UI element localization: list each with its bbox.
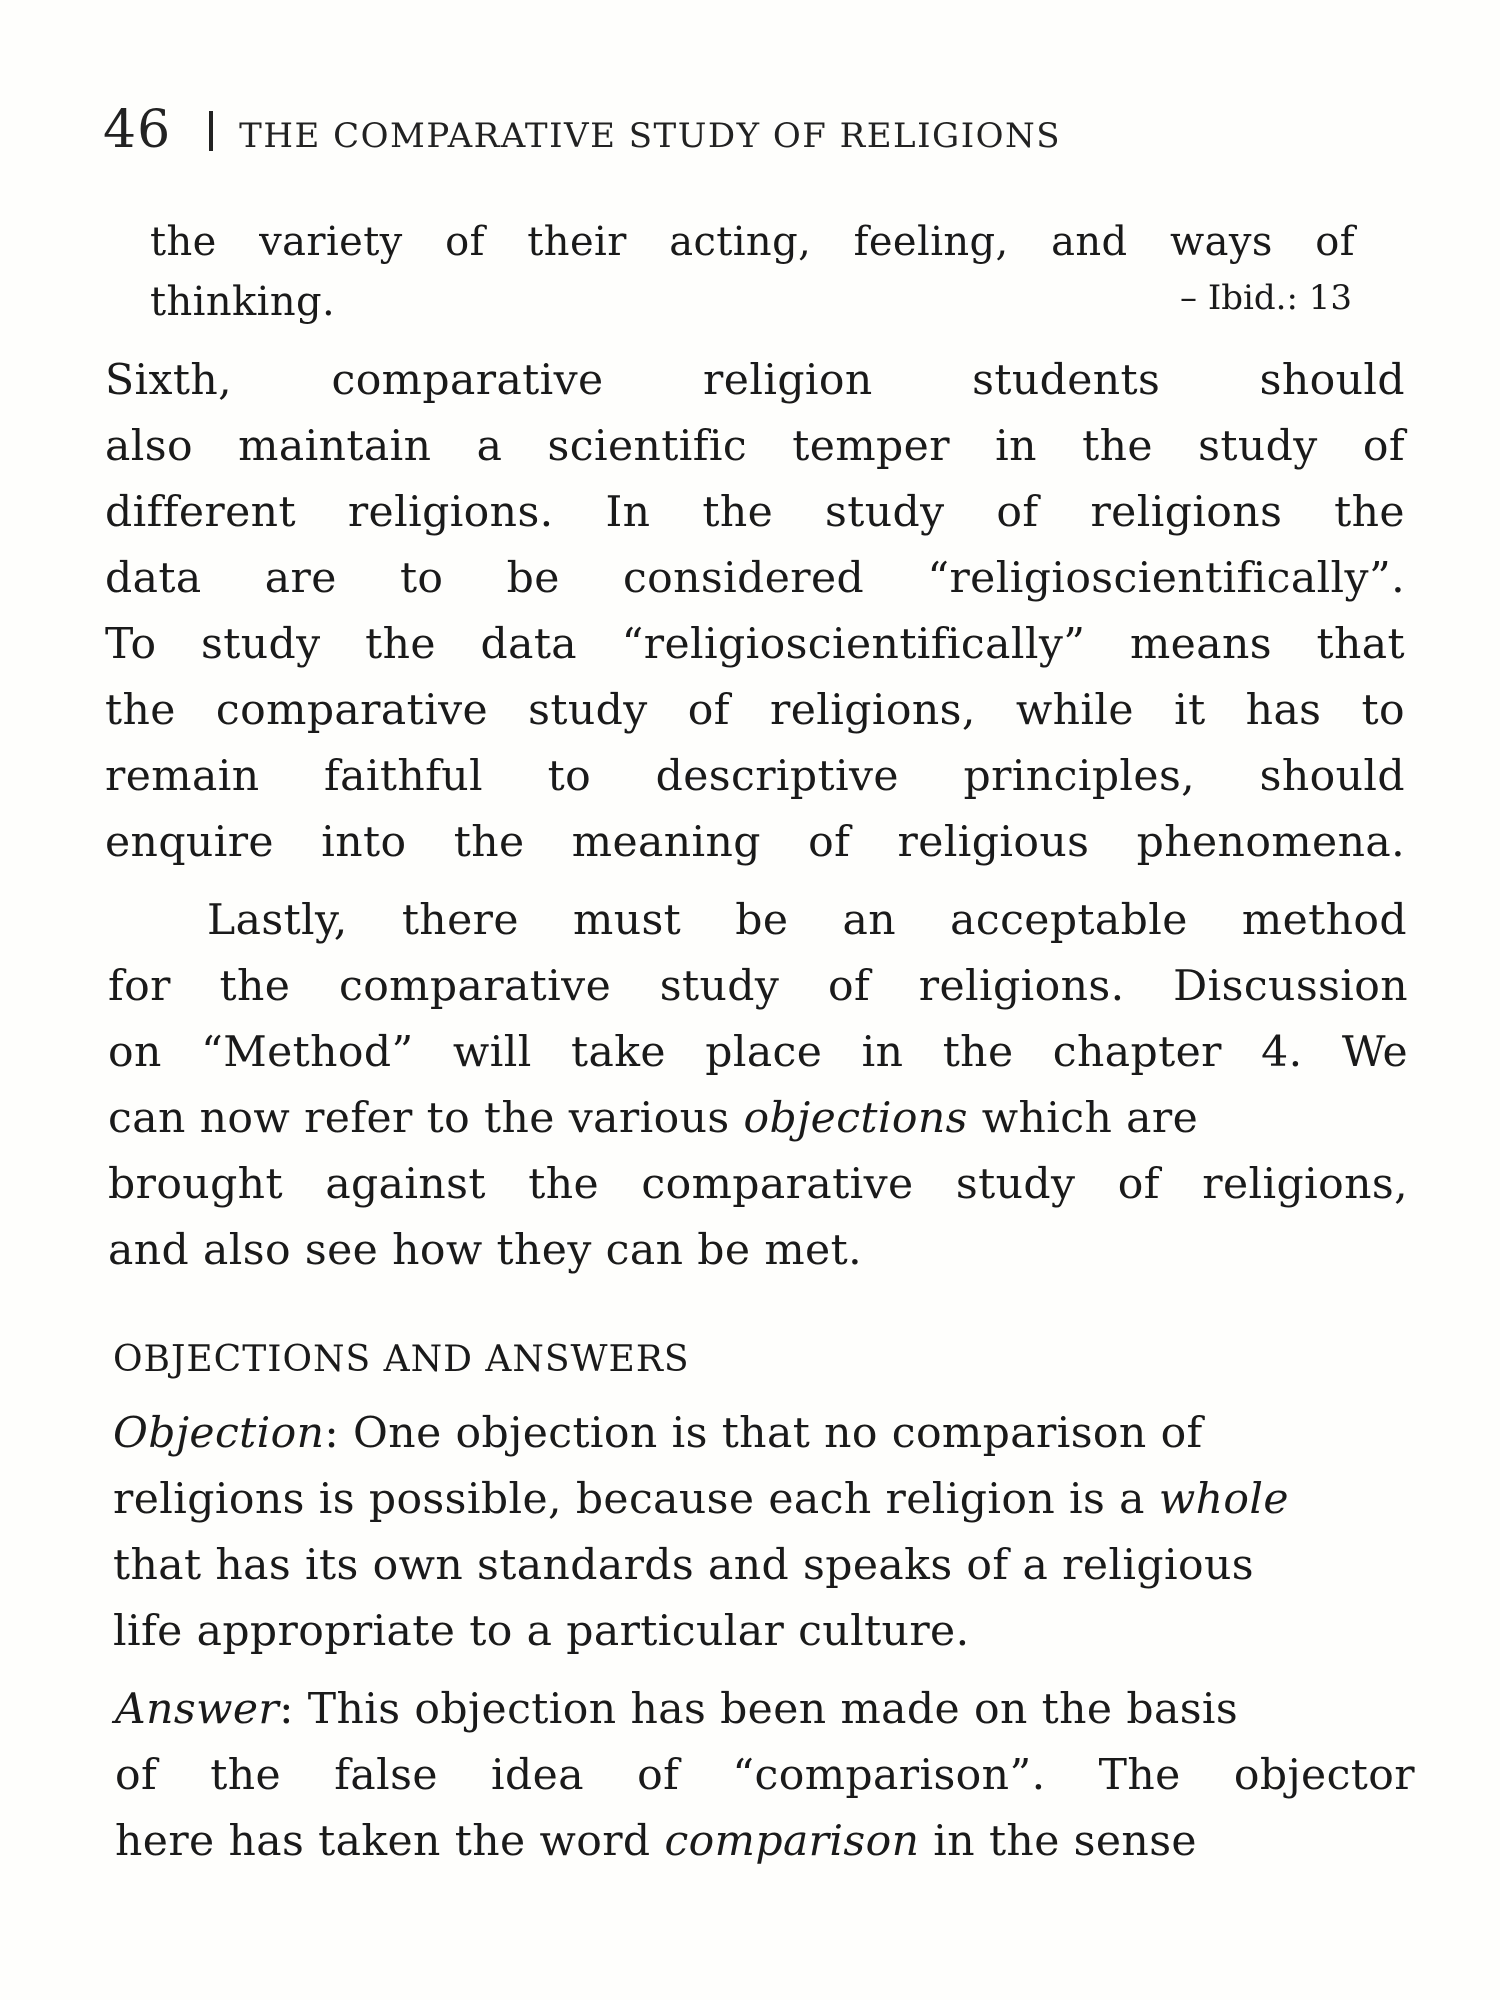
paragraph-line: here has taken the word comparison in the sense [115, 1817, 1197, 1866]
paragraph-line: Answer: This objection has been made on the basis [115, 1685, 1239, 1734]
paragraph-line: brought against the comparative study of religions, [108, 1160, 1408, 1209]
quote-line: thinking. [150, 279, 336, 325]
paragraph-line: for the comparative study of religions. Discussion [108, 962, 1408, 1011]
paragraph-line: different religions. In the study of religions the [105, 488, 1405, 537]
paragraph-line: also maintain a scientific temper in the study of [105, 422, 1405, 471]
paragraph-line: the comparative study of religions, while it has to [105, 686, 1405, 735]
running-title: THE COMPARATIVE STUDY OF RELIGIONS [239, 116, 1062, 156]
paragraph-line: life appropriate to a particular culture. [113, 1607, 970, 1656]
paragraph-line: of the false idea of “comparison”. The objector [115, 1751, 1415, 1800]
paragraph-line: on “Method” will take place in the chapter 4. We [108, 1028, 1408, 1077]
paragraph-line: Sixth, comparative religion students should [105, 356, 1405, 405]
emphasis-comparison: comparison [664, 1817, 920, 1866]
paragraph-line: remain faithful to descriptive principles, should [105, 752, 1405, 801]
paragraph-line: Objection : One objection is that no comparison of [113, 1409, 1203, 1458]
quote-line: the variety of their acting, feeling, and ways of [150, 219, 1355, 265]
emphasis-whole: whole [1158, 1475, 1289, 1524]
paragraph-line: Lastly, there must be an acceptable method [207, 896, 1407, 945]
quote-citation: – Ibid.: 13 [1180, 278, 1352, 318]
page-number: 46 [103, 100, 172, 160]
paragraph-line: that has its own standards and speaks of a religious [113, 1541, 1254, 1590]
answer-label: Answer [115, 1685, 280, 1734]
paragraph-line: religions is possible, because each religion is a whole [113, 1475, 1289, 1524]
emphasis-objections: objections [743, 1094, 968, 1143]
objection-label: Objection [113, 1409, 325, 1458]
paragraph-line: can now refer to the various objections which are [108, 1094, 1199, 1143]
section-heading: OBJECTIONS AND ANSWERS [113, 1339, 690, 1380]
paragraph-line: data are to be considered “religioscientifically”. [105, 554, 1405, 603]
paragraph-line: To study the data “religioscientifically” means that [105, 620, 1405, 669]
paragraph-line: enquire into the meaning of religious phenomena. [105, 818, 1405, 867]
paragraph-line: and also see how they can be met. [108, 1226, 862, 1275]
